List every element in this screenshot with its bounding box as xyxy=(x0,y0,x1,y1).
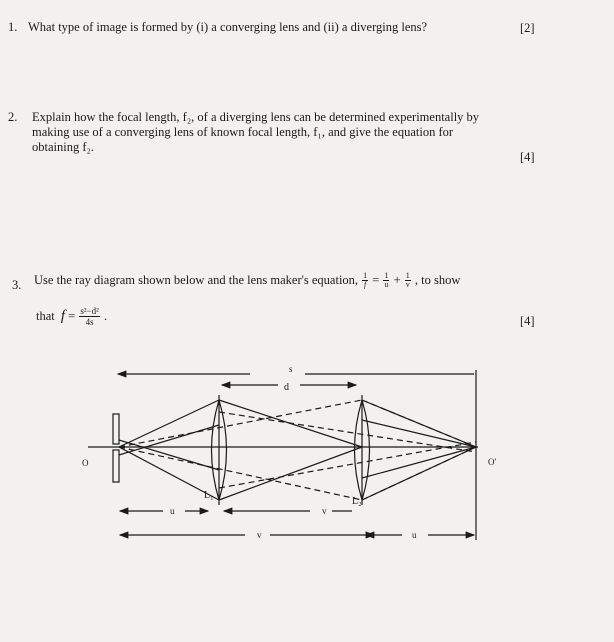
eq-t1-den: u xyxy=(384,280,389,289)
label-u-left: u xyxy=(170,506,175,516)
rays-L2 xyxy=(362,400,476,500)
question-1-text: What type of image is formed by (i) a converging lens and (ii) a diverging lens? xyxy=(28,20,428,34)
result-den: 4s xyxy=(85,317,94,327)
label-L2: L₂ xyxy=(352,496,362,507)
question-2-marks: [4] xyxy=(520,150,535,164)
label-u-right: u xyxy=(412,530,417,540)
question-2-line-2: making use of a converging lens of known focal length, f₁, and give the equation for xyxy=(32,125,454,139)
object-slit-bottom xyxy=(113,450,119,482)
question-2-number: 2. xyxy=(8,110,18,124)
result-num: s²−d² xyxy=(80,306,99,316)
that-text: that xyxy=(36,309,55,323)
label-v-bottom: v xyxy=(257,530,262,540)
eq-lhs-num: 1 xyxy=(363,271,368,280)
question-3-marks: [4] xyxy=(520,314,535,328)
question-2-line-1: Explain how the focal length, f₂, of a diverging lens can be determined experimentally by xyxy=(32,110,480,124)
result-period: . xyxy=(103,309,108,323)
result-equals: = xyxy=(68,309,76,323)
question-3-text: Use the ray diagram shown below and the lens maker's equation, xyxy=(34,273,359,287)
eq-lhs-den: f xyxy=(364,280,367,289)
eq-t2-num: 1 xyxy=(405,271,410,280)
eq-t1-num: 1 xyxy=(384,271,389,280)
result-f: f xyxy=(60,308,66,324)
eq-plus: + xyxy=(393,273,401,287)
label-v-top: v xyxy=(322,506,327,516)
dashed-rays xyxy=(119,400,476,500)
label-d: d xyxy=(284,382,289,393)
label-O-prime: O' xyxy=(488,457,497,467)
question-3-text-after: , to show xyxy=(414,273,461,287)
question-1-number: 1. xyxy=(8,20,18,34)
label-O: O xyxy=(82,458,89,468)
question-1-marks: [2] xyxy=(520,21,535,35)
label-s: s xyxy=(289,364,293,374)
label-L1: L₁ xyxy=(204,490,214,501)
question-3-number: 3. xyxy=(12,278,22,292)
question-2-line-3: obtaining f₂. xyxy=(32,140,94,154)
eq-equals: = xyxy=(372,273,380,287)
eq-t2-den: v xyxy=(405,280,410,289)
object-slit-top xyxy=(113,414,119,444)
